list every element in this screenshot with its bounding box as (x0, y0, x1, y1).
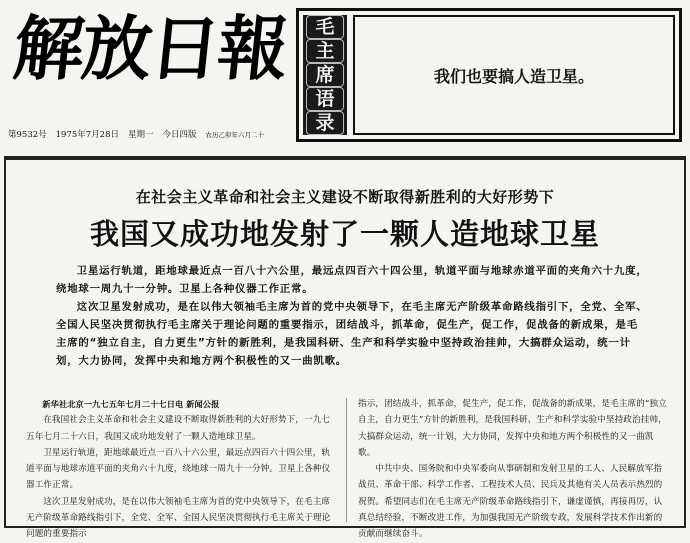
masthead-title: 解放日報 (9, 7, 291, 90)
lead-text: 这次卫星发射成功，是在以伟大领袖毛主席为首的党中央领导下，在毛主席无产阶级革命路线指引下，全党、全军、全国人民坚决贯彻执行毛主席关于理论问题的重要指示，团结战斗，抓革命，促生产，促工作，促战备的新成果，是毛主席的 (56, 301, 648, 349)
issue-weekday: 星期一 (128, 130, 154, 140)
quotation-box (296, 8, 682, 142)
body-paragraph: 指示，团结战斗，抓革命，促生产，促工作，促战备的新成果，是毛主席的“独立自主，自力更生”方针的新胜利，是我国科研、生产和科学实验中坚持政治挂帅，大搞群众运动，统一计划，大力协同，发挥中央和地方两个积极性的又一曲凯歌。 (358, 399, 667, 458)
issue-lunar-date: 农历乙卯年六月二十 (205, 131, 265, 139)
issue-pages: 今日四版 (162, 130, 197, 140)
lead-text: 卫星运行轨道，距地球最近点一百八十六公里，最远点四百六十四公里，轨道平面与地球赤道平面的夹角六十九度，绕地球一周九十一分钟。卫星上各种仪器工作正常。 (56, 265, 648, 295)
body-paragraph: 这次卫星发射成功，是在以伟大领袖毛主席为首的党中央领导下，在毛主席无产阶级革命路线指引下，全党、全军、全国人民坚决贯彻执行毛主席关于理论问题的重要指示 (26, 496, 331, 540)
issue-info-line (8, 128, 293, 142)
quotation-frame (353, 15, 675, 135)
quotation-tag-char: 主 (306, 39, 344, 63)
body-paragraph: 中共中央、国务院和中央军委向从事研制和发射卫星的工人、人民解放军指战员、革命干部、科学工作者、工程技术人员、民兵及其他有关人员表示热烈的祝贺。希望同志们在毛主席无产阶级革命路线指引下，谦虚谨慎，再接再厉，认真总结经验，不断改进工作，为加强我国无产阶级专政，发展科学技术作出新的贡献而继续奋斗。 (358, 464, 663, 540)
article-kicker: 在社会主义革命和社会主义建设不断取得新胜利的大好形势下 (135, 188, 555, 206)
quotation-text: 我们也要搞人造卫星。 (433, 66, 594, 86)
lead-emphasis: “独立自主，自力更生” (89, 337, 206, 349)
quotation-tag (303, 15, 347, 135)
body-paragraph: 卫星运行轨道，距地球最近点一百八十六公里，最远点四百六十四公里，轨道平面与地球赤道平面的夹角六十九度，绕地球一周九十一分钟。卫星上各种仪器工作正常。 (26, 447, 331, 491)
quotation-tag-char: 毛 (306, 15, 344, 39)
quotation-tag-char: 语 (306, 87, 344, 111)
lead-paragraph (56, 262, 648, 298)
column-divider (346, 398, 347, 522)
quotation-tag-char: 席 (306, 63, 344, 87)
article-lead (56, 262, 648, 370)
issue-date: 1975年7月28日 (55, 130, 119, 140)
body-column-left (26, 396, 338, 540)
dateline: 新华社北京一九七五年七月二十七日电 新闻公报 (42, 399, 220, 409)
issue-number: 第9532号 (8, 130, 47, 140)
body-column-right (358, 396, 670, 540)
article-headline: 我国又成功地发射了一颗人造地球卫星 (89, 217, 600, 251)
body-paragraph: 在我国社会主义革命和社会主义建设不断取得新胜利的大好形势下，一九七五年七月二十六日，我国又成功地发射了一颗人造地球卫星。 (26, 415, 331, 442)
lead-paragraph (56, 298, 648, 370)
quotation-tag-char: 录 (306, 111, 344, 135)
lead-text: 方针的新胜利，是我国科研、生产和科学实验中坚持政治挂帅，大搞群众运动，统一计划，大力协同，发挥中央和地方两个积极性的又一曲凯歌。 (56, 337, 631, 367)
